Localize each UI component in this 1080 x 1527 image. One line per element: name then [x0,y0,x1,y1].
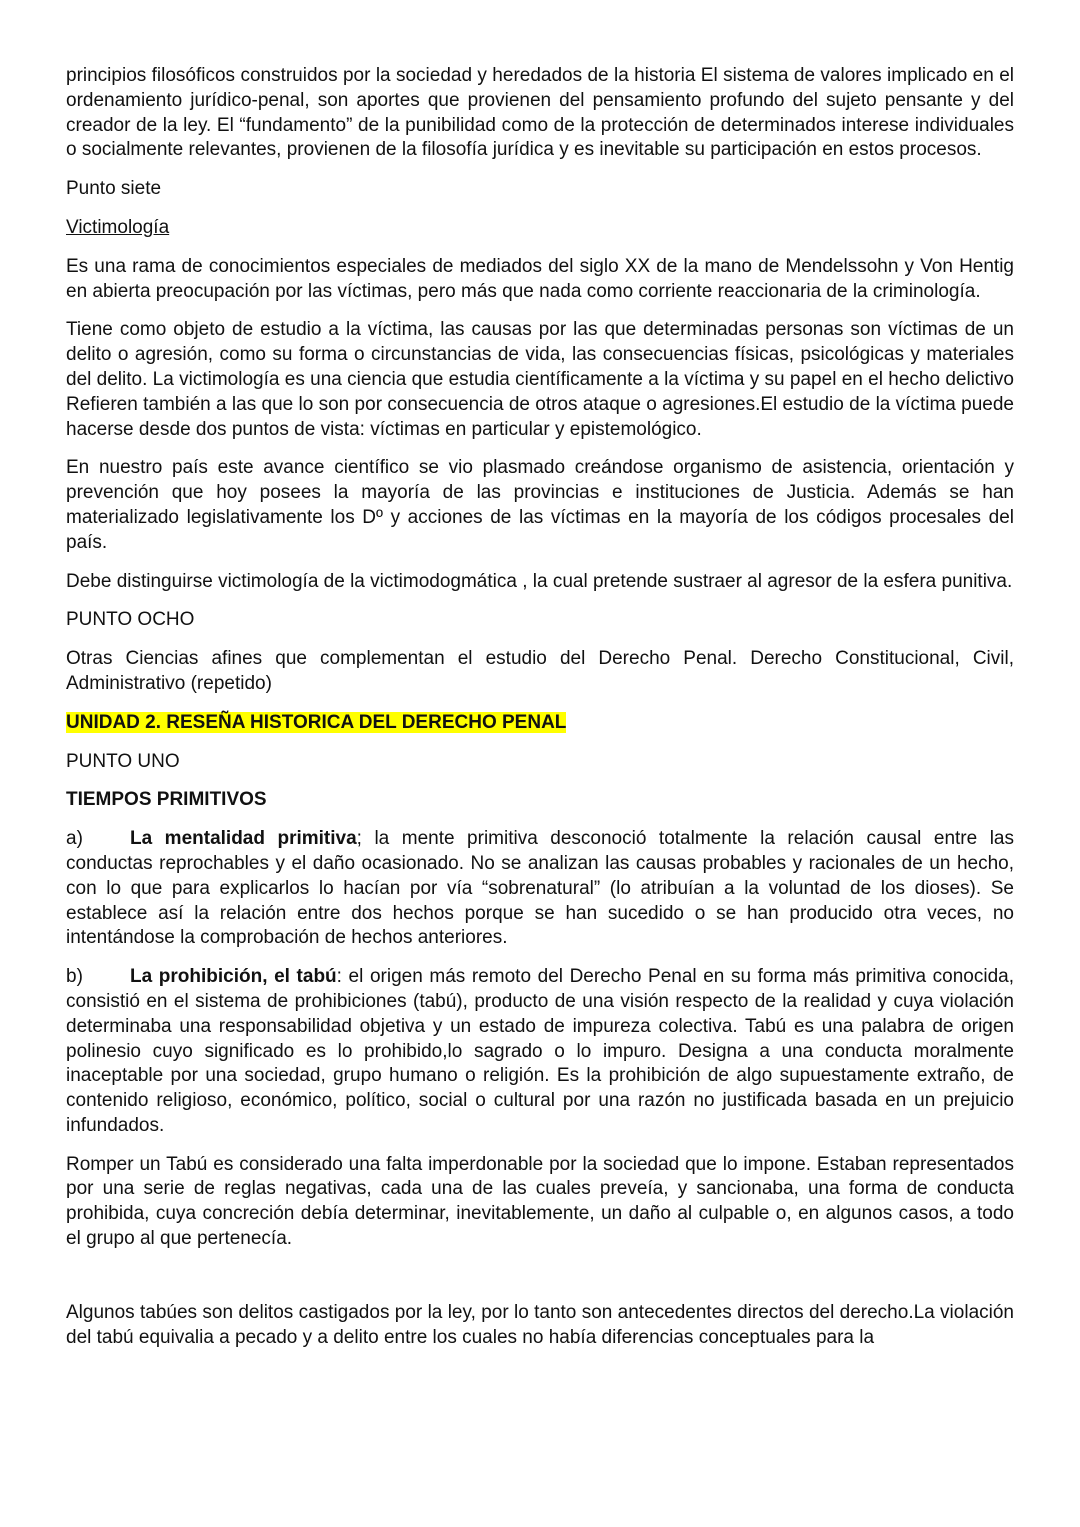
heading-tiempos-primitivos: TIEMPOS PRIMITIVOS [66,789,267,811]
list-item-b-label: b) [66,966,83,988]
list-item-b-text: : el origen más remoto del Derecho Penal en su forma más primitiva conocida, consistió en el sistema de prohibiciones (tabú), producto de una visión respecto de la realidad y cuya violación determinaba una responsabilidad objetiva y un estado de impureza colectiva. Tabú es una palabra de origen polinesio cuyo significado es lo prohibido,lo sagrado o lo impuro. Designa a una conducta moralmente inaceptable por una sociedad, grupo humano o religión. Es la prohibición de algo supuestamente extraño, de contenido religioso, económico, político, social o cultural por una razón no justificada basada en un prejuicio infundados. [66,966,1014,1136]
paragraph-otras-ciencias: Otras Ciencias afines que complementan el estudio del Derecho Penal. Derecho Constitucional, Civil, Administrativo (repetido) [66,648,1014,694]
heading-punto-ocho: PUNTO OCHO [66,609,195,631]
paragraph-romper-tabu: Romper un Tabú es considerado una falta imperdonable por la sociedad que lo impone. Estaban representados por una serie de reglas negativas, cada una de las cuales preveía, y sancionaba, una forma de conducta prohibida, cuya concreción debía determinar, inevitablemente, un daño al culpable o, en algunos casos, a todo el grupo al que pertenecía. [66,1153,1014,1250]
list-item-b [66,965,1014,1139]
heading-unidad-2: UNIDAD 2. RESEÑA HISTORICA DEL DERECHO PENAL [66,711,567,733]
paragraph-algunos-tabues: Algunos tabúes son delitos castigados por la ley, por lo tanto son antecedentes directos del derecho.La violación del tabú equivalia a pecado y a delito entre los cuales no había diferencias conceptuales para la [66,1301,1014,1348]
paragraph-victimologia-1: Es una rama de conocimientos especiales de mediados del siglo XX de la mano de Mendelssohn y Von Hentig en abierta preocupación por las víctimas, pero más que nada como corriente reaccionaria de la criminología. [66,255,1014,302]
paragraph-victimologia-3: En nuestro país este avance científico se vio plasmado creándose organismo de asistencia, orientación y prevención que hoy posees la mayoría de las provincias e instituciones de Justicia. Además se han materializado legislativamente los Dº y acciones de las víctimas en la mayoría de los códigos procesales del país. [66,457,1014,553]
heading-unidad-2-line [66,711,1014,736]
document-page [66,64,1014,1350]
list-item-a [66,827,1014,951]
list-item-b-title: La prohibición, el tabú [130,966,337,988]
list-item-a-label: a) [66,828,83,850]
list-item-a-text: ; la mente primitiva desconoció totalmente la relación causal entre las conductas reprochables y el daño ocasionado. No se analizan las causas probables y racionales de un hecho, con lo que para explicarlos lo hacían por vía “sobrenatural” (lo atribuían a la voluntad de los dioses). Se establece así la relación entre dos hechos porque se han sucedido o se han producido otra veces, no intentándose la comprobación de hechos anteriores. [66,828,1014,949]
paragraph-victimologia-2: Tiene como objeto de estudio a la víctima, las causas por las que determinadas personas son víctimas de un delito o agresión, como su forma o circunstancias de vida, las consecuencias físicas, psicológicas y materiales del delito. La victimología es una ciencia que estudia científicamente a la víctima y su papel en el hecho delictivo Refieren también a las que lo son por consecuencia de otros ataque o agresiones.El estudio de la víctima puede hacerse desde dos puntos de vista: víctimas en particular y epistemológico. [66,319,1014,440]
list-item-a-title: La mentalidad primitiva [130,828,357,850]
paragraph-victimologia-4: Debe distinguirse victimología de la victimodogmática , la cual pretende sustraer al agresor de la esfera punitiva. [66,570,1013,592]
heading-punto-uno: PUNTO UNO [66,750,180,772]
heading-punto-siete: Punto siete [66,178,162,200]
heading-victimologia: Victimología [66,216,170,238]
paragraph-intro: principios filosóficos construidos por la sociedad y heredados de la historia El sistema de valores implicado en el ordenamiento jurídico-penal, son aportes que provienen del pensamiento profundo del sujeto pensante y del creador de la ley. El “fundamento” de la punibilidad como de la protección de determinados interese individuales o socialmente relevantes, provienen de la filosofía jurídica y es inevitable su participación en estos procesos. [66,65,1014,161]
heading-victimologia-line [66,216,1014,241]
blank-spacer [66,1252,1014,1301]
